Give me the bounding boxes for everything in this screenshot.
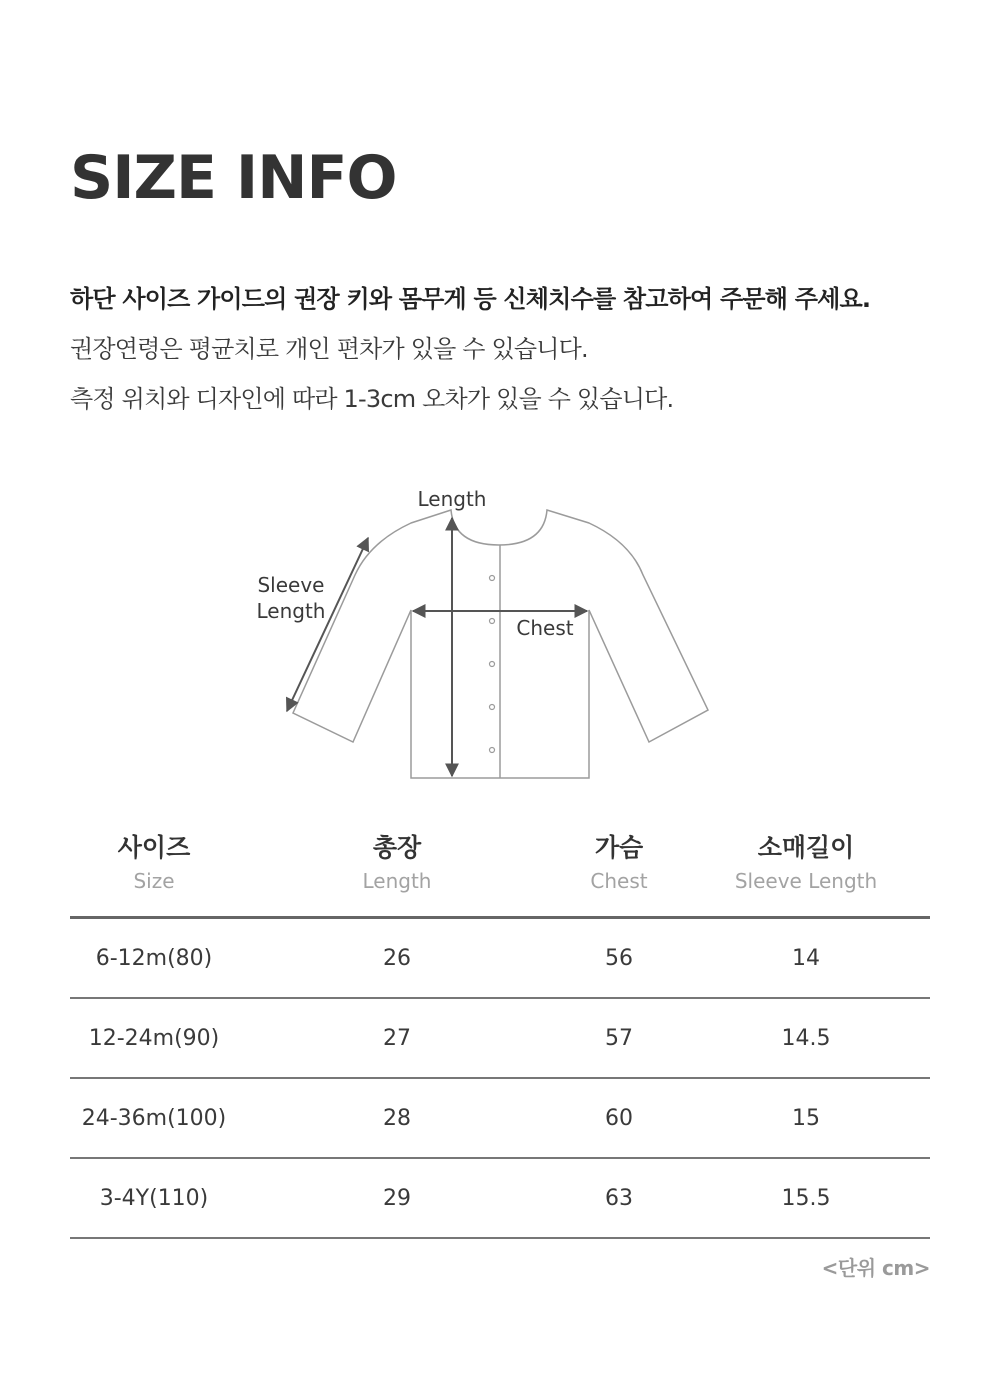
table-row: [70, 1158, 930, 1238]
button: [490, 619, 495, 624]
cell-chest: 57: [556, 998, 682, 1078]
cell-length: 29: [238, 1158, 556, 1238]
page-title: SIZE INFO: [70, 143, 397, 213]
column-header-chest: [556, 828, 682, 918]
cell-sleeve: 15: [682, 1078, 930, 1158]
table-row: [70, 1078, 930, 1158]
cell-chest: 60: [556, 1078, 682, 1158]
button: [490, 662, 495, 667]
sleeve-label-line1: Sleeve: [257, 573, 325, 597]
cell-size: 12-24m(90): [70, 998, 238, 1078]
table-row: [70, 998, 930, 1078]
length-label: Length: [417, 487, 487, 511]
sleeve-arrow: [287, 538, 368, 711]
column-header-ko: 총장: [372, 833, 422, 862]
button: [490, 748, 495, 753]
column-header-ko: 소매길이: [757, 833, 855, 862]
cell-length: 27: [238, 998, 556, 1078]
column-header-en: Length: [362, 869, 432, 893]
column-header-sleeve: [682, 828, 930, 918]
note-order-guide: 하단 사이즈 가이드의 권장 키와 몸무게 등 신체치수를 참고하여 주문해 주세요.: [70, 285, 871, 313]
unit-note: <단위 cm>: [821, 1256, 930, 1280]
column-header-en: Sleeve Length: [734, 869, 878, 893]
note-age-deviation: 권장연령은 평균치로 개인 편차가 있을 수 있습니다.: [70, 335, 588, 363]
cell-size: 3-4Y(110): [70, 1158, 238, 1238]
cell-sleeve: 14: [682, 918, 930, 999]
size-table: [70, 828, 930, 1239]
cell-length: 28: [238, 1078, 556, 1158]
note-measure-error: 측정 위치와 디자인에 따라 1-3cm 오차가 있을 수 있습니다.: [70, 385, 674, 413]
cell-size: 24-36m(100): [70, 1078, 238, 1158]
cell-chest: 56: [556, 918, 682, 999]
cell-chest: 63: [556, 1158, 682, 1238]
column-header-en: Size: [133, 869, 175, 893]
cell-size: 6-12m(80): [70, 918, 238, 999]
sleeve-label-line2: Length: [256, 599, 326, 623]
button: [490, 705, 495, 710]
chest-label: Chest: [516, 616, 574, 640]
cell-sleeve: 14.5: [682, 998, 930, 1078]
column-header-ko: 사이즈: [117, 833, 191, 862]
cell-length: 26: [238, 918, 556, 999]
garment-diagram: [240, 480, 760, 790]
notes: [70, 274, 950, 424]
cardigan-illustration: [240, 480, 760, 790]
cell-sleeve: 15.5: [682, 1158, 930, 1238]
column-header-en: Chest: [590, 869, 648, 893]
column-header-ko: 가슴: [594, 833, 644, 862]
column-header-length: [238, 828, 556, 918]
table-row: [70, 918, 930, 999]
table-header-row: [70, 828, 930, 918]
column-header-size: [70, 828, 238, 918]
button: [490, 576, 495, 581]
